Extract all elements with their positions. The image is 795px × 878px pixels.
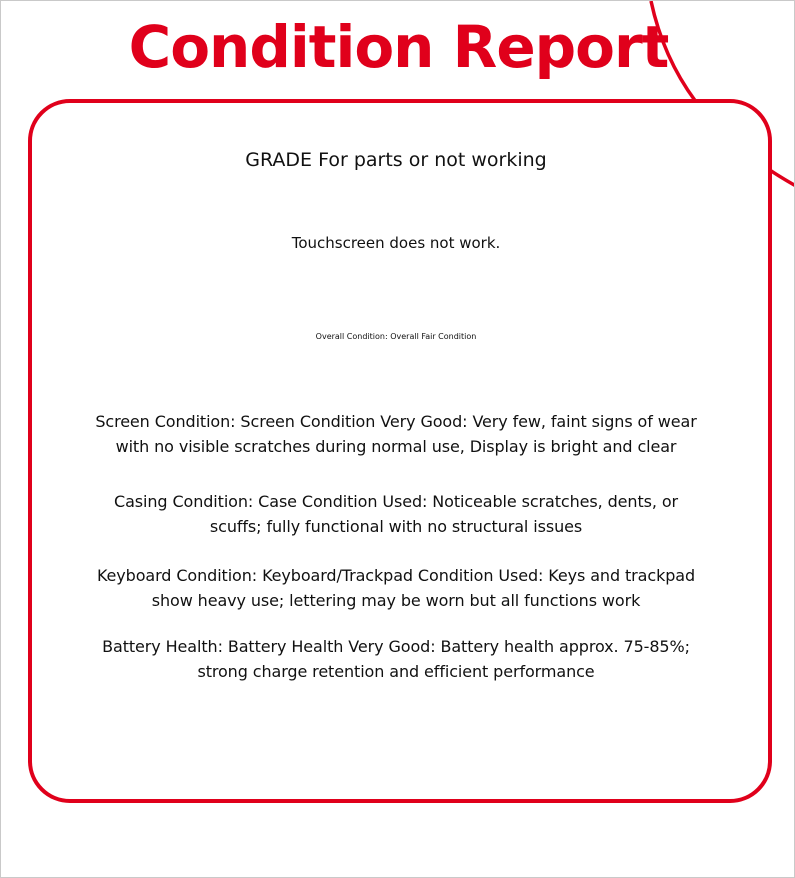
- report-title: Condition Report: [128, 13, 669, 81]
- battery-health-line-2: strong charge retention and efficient performance: [197, 662, 595, 681]
- screen-condition-paragraph: [41, 409, 751, 459]
- grade-text: GRADE For parts or not working: [245, 149, 547, 171]
- keyboard-condition-line-2: show heavy use; lettering may be worn but all functions work: [151, 591, 641, 610]
- keyboard-condition-paragraph: [41, 563, 751, 613]
- casing-condition-paragraph: [41, 489, 751, 539]
- screen-condition-line-1: Screen Condition: Screen Condition Very Good: Very few, faint signs of wear: [95, 412, 697, 431]
- casing-condition-line-1: Casing Condition: Case Condition Used: Noticeable scratches, dents, or: [114, 492, 678, 511]
- battery-health-paragraph: [41, 634, 751, 684]
- keyboard-condition-line-1: Keyboard Condition: Keyboard/Trackpad Condition Used: Keys and trackpad: [96, 566, 696, 585]
- screen-condition-line-2: with no visible scratches during normal use, Display is bright and clear: [115, 437, 677, 456]
- overall-condition-text: Overall Condition: Overall Fair Condition: [315, 332, 477, 341]
- battery-health-line-1: Battery Health: Battery Health Very Good: Battery health approx. 75-85%;: [102, 637, 690, 656]
- casing-condition-line-2: scuffs; fully functional with no structural issues: [209, 517, 583, 536]
- touchscreen-note: Touchscreen does not work.: [291, 234, 501, 252]
